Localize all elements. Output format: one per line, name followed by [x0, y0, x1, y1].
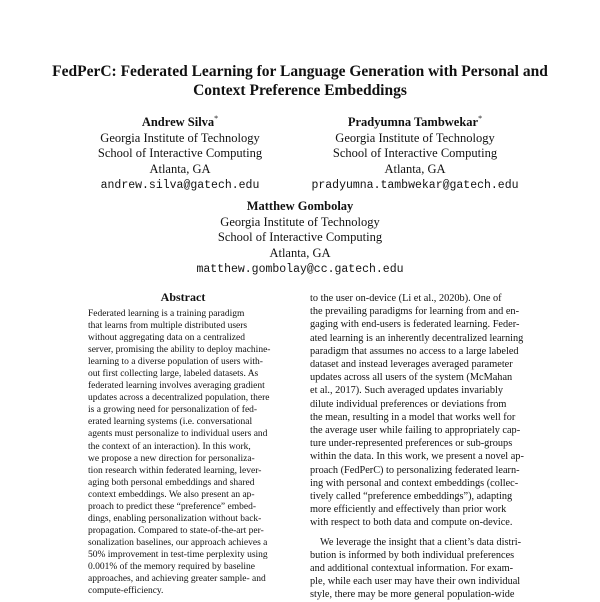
- text-line: erated learning systems (i.e. conversational: [88, 417, 253, 428]
- text-line: We leverage the insight that a client’s data distri-: [320, 536, 522, 548]
- author-affiliation: Georgia Institute of Technology: [220, 214, 380, 229]
- text-line: et al., 2017). Such averaged updates invariably: [310, 385, 504, 397]
- text-line: to the user on-device (Li et al., 2020b). One of: [310, 293, 502, 304]
- text-line: tion research within federated learning, lever-: [88, 465, 262, 476]
- author-email: matthew.gombolay@cc.gatech.edu: [196, 263, 404, 276]
- text-line: with respect to both data and compute on-device.: [310, 517, 513, 529]
- equal-contribution-marker: *: [478, 114, 483, 123]
- author-location: Atlanta, GA: [149, 161, 211, 176]
- text-line: Federated learning is a training paradigm: [88, 309, 245, 319]
- author-email: pradyumna.tambwekar@gatech.edu: [311, 179, 519, 193]
- author-email: andrew.silva@gatech.edu: [100, 179, 260, 193]
- text-line: ated learning is an inherently decentralized learning: [310, 332, 524, 344]
- author-block-silva: [90, 111, 270, 194]
- text-line: the mean, resulting in a model that works well for: [310, 411, 516, 423]
- intro-paragraph-1: [310, 292, 546, 530]
- text-line: paradigm that assumes no access to a large labeled: [310, 345, 519, 357]
- author-affiliation: Georgia Institute of Technology: [335, 130, 495, 145]
- text-line: and additional contextual information. For exam-: [310, 563, 514, 575]
- text-line: 0.001% of the memory required by baseline: [88, 561, 255, 572]
- text-line: dilute individual preferences or deviations from: [310, 398, 507, 410]
- text-line: the average user while failing to appropriately cap-: [310, 425, 521, 437]
- text-line: style, there may be more general population-wide: [310, 589, 515, 601]
- author-department: School of Interactive Computing: [97, 146, 263, 161]
- author-location: Atlanta, GA: [384, 161, 446, 176]
- text-line: proach to predict these “preference” embed-: [88, 501, 256, 512]
- title-line-1: FedPerC: Federated Learning for Language Generation with Personal and: [52, 63, 548, 80]
- author-name: Matthew Gombolay: [246, 199, 354, 213]
- text-line: learning to a diverse population of users with-: [88, 357, 263, 368]
- text-line: updates across all users of the system (McMahan: [310, 372, 513, 384]
- text-line: gaging with end-users is federated learning. Feder-: [310, 319, 520, 331]
- intro-paragraph-2: [310, 536, 546, 602]
- author-department: School of Interactive Computing: [332, 146, 498, 161]
- author-name: Andrew Silva*: [141, 114, 219, 130]
- text-line: 50% improvement in test-time perplexity using: [88, 549, 268, 560]
- text-line: dings, enabling personalization without back-: [88, 513, 262, 524]
- text-line: updates across a decentralized population, there: [88, 393, 270, 404]
- text-line: approaches, and achieving greater sample- and: [88, 574, 266, 585]
- abstract-body: [88, 308, 278, 597]
- text-line: ple, while each user may have their own individual: [310, 576, 521, 588]
- text-line: the context of an interaction). In this work,: [88, 441, 251, 452]
- author-block-gombolay: [195, 199, 405, 278]
- intro-column: [310, 292, 546, 602]
- text-line: we propose a new direction for personaliza-: [88, 453, 255, 464]
- author-location: Atlanta, GA: [269, 245, 331, 260]
- equal-contribution-marker: *: [214, 114, 219, 123]
- text-line: ing with personal and context embeddings (collec-: [310, 477, 519, 489]
- text-line: compute-efficiency.: [88, 586, 164, 597]
- text-line: federated learning involves averaging gradient: [88, 381, 265, 392]
- author-affiliation: Georgia Institute of Technology: [100, 130, 260, 145]
- text-line: sonalization baselines, our approach achieves a: [88, 537, 268, 548]
- text-line: proach (FedPerC) to personalizing federated learn-: [310, 464, 520, 476]
- text-line: more efficiently and effectively than prior work: [310, 504, 507, 516]
- text-line: without aggregating data on a centralized: [88, 333, 245, 344]
- paper-title: [40, 62, 560, 100]
- author-name: Pradyumna Tambwekar*: [347, 114, 483, 130]
- text-line: tively called “preference embeddings”), adapting: [310, 491, 513, 503]
- text-line: that learns from multiple distributed users: [88, 321, 248, 332]
- text-line: bution is informed by both individual preferences: [310, 549, 515, 561]
- text-line: the prevailing paradigms for learning from and en-: [310, 306, 520, 318]
- text-line: agents must personalize to individual users and: [88, 429, 268, 440]
- author-department: School of Interactive Computing: [217, 230, 383, 244]
- title-line-2: Context Preference Embeddings: [193, 82, 407, 99]
- text-line: server, promising the ability to deploy machine-: [88, 345, 271, 356]
- text-line: ture under-represented preferences or sub-groups: [310, 438, 513, 450]
- text-line: out first collecting large, labeled datasets. As: [88, 369, 259, 380]
- abstract-heading: Abstract: [160, 290, 206, 304]
- text-line: dataset and instead leverages averaged parameter: [310, 359, 513, 371]
- text-line: aging both personal embeddings and shared: [88, 477, 255, 488]
- author-block-tambwekar: [310, 111, 520, 194]
- text-line: propagation. Compared to state-of-the-art per-: [88, 525, 264, 536]
- text-line: is a growing need for personalization of fed-: [88, 405, 258, 416]
- text-line: context embeddings. We also present an ap-: [88, 489, 255, 500]
- text-line: within the data. In this work, we present a novel ap-: [310, 451, 524, 463]
